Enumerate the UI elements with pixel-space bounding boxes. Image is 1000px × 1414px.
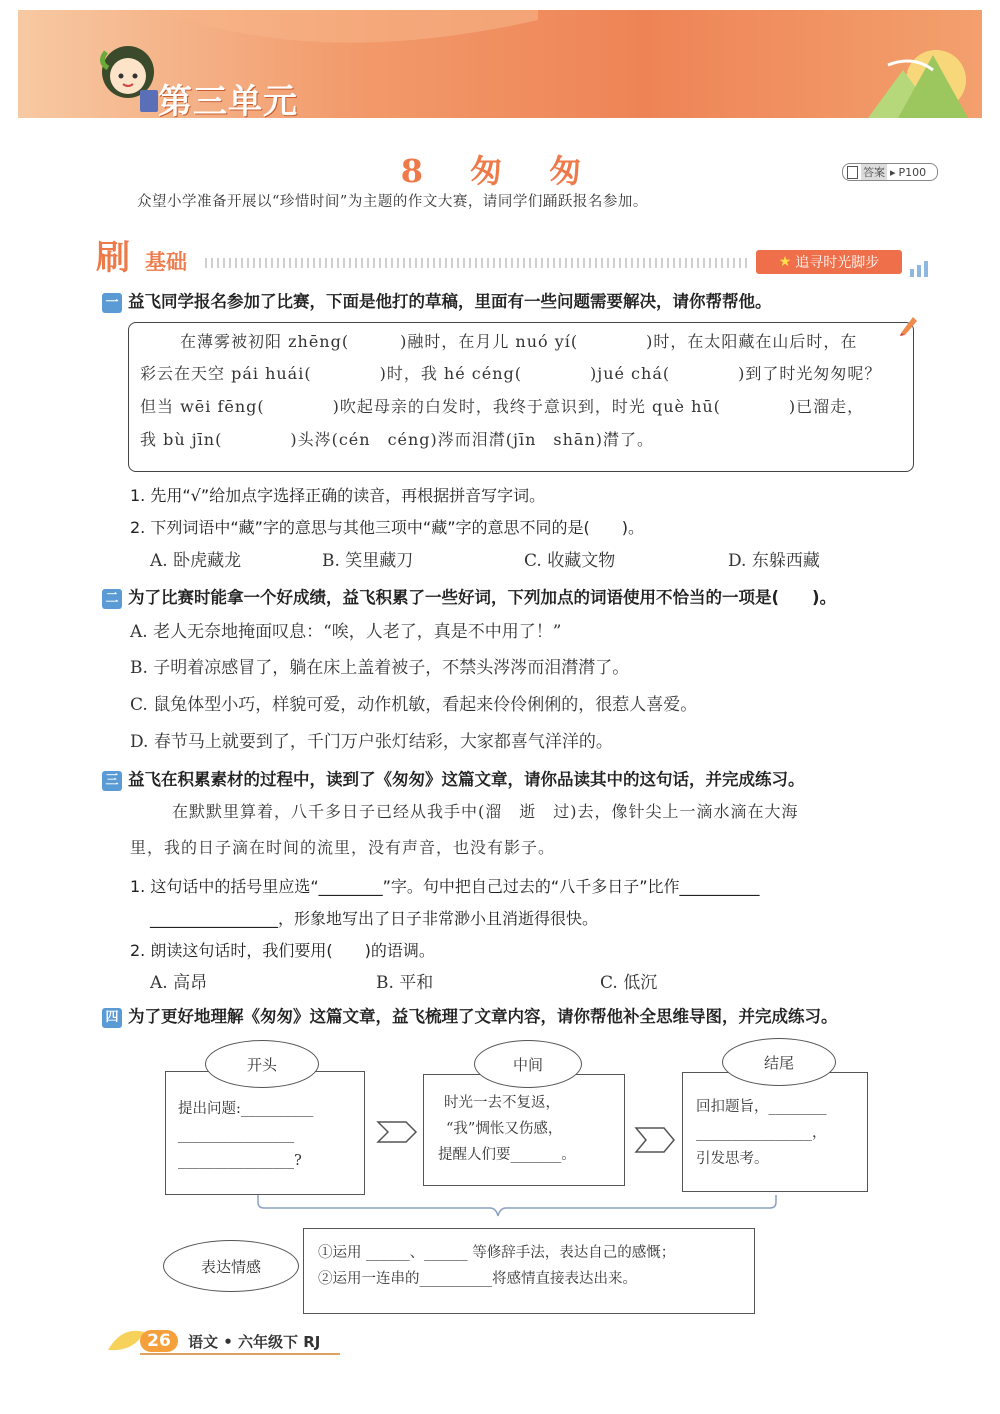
mindmap-express-oval: 表达情感 [163,1240,299,1292]
q1-heading [102,288,772,313]
mindmap-middle-line[interactable]: 提醒人们要_______。 [438,1147,576,1163]
unit-banner [18,10,982,122]
mindmap-end-line: 引发思考。 [696,1151,769,1167]
q3-sub1: 1. 这句话中的括号里应选“________”字。句中把自己过去的“八千多日子”比作__________ [130,877,760,896]
q1-sub2: 2. 下列词语中“藏”字的意思与其他三项中“藏”字的意思不同的是( )。 [130,518,644,537]
q1-passage-line: 我 bù jīn( )头涔(cén céng)涔而泪潸(jīn shān)潸了。 [140,430,655,449]
q2-number: 二 [102,589,122,609]
mindmap-end-oval: 结尾 [722,1038,836,1086]
q1-option-d[interactable]: D. 东躲西藏 [728,551,820,571]
q3-option-b[interactable]: B. 平和 [376,973,434,993]
q3-heading [102,766,805,791]
mindmap-end-line[interactable]: 回扣题旨，________ [696,1099,827,1115]
unit-title: 第三单元 [158,82,298,122]
q1-sub1: 1. 先用“√”给加点字选择正确的读音，再根据拼音写字词。 [130,486,546,505]
mindmap-start-line[interactable]: ________________? [178,1153,302,1169]
mindmap-start-oval: 开头 [205,1040,319,1088]
mindmap-middle-line: “我”惆怅又伤感， [446,1121,563,1137]
q4-number: 四 [102,1008,122,1028]
q3-passage-line: 里，我的日子滴在时间的流里，没有声音，也没有影子。 [130,838,556,857]
footer-underline [140,1353,340,1355]
q4-heading-text: 为了更好地理解《匆匆》这篇文章，益飞梳理了文章内容，请你帮他补全思维导图，并完成练习。 [128,1007,838,1026]
star-icon: ★ [778,254,792,270]
mindmap-middle-oval: 中间 [474,1040,582,1088]
cartoon-girl-icon [88,32,168,118]
q1-passage-line: 彩云在天空 pái huái( )时，我 hé céng( )jué chá( )到了时光匆匆呢？ [140,364,882,383]
footer-subject: 语文 • 六年级下 RJ [188,1333,321,1351]
pencil-icon [897,313,921,337]
q2-heading [102,584,836,609]
q1-option-c[interactable]: C. 收藏文物 [524,551,616,571]
section-tag-label: 追寻时光脚步 [795,255,880,271]
q3-option-a[interactable]: A. 高昂 [150,973,208,993]
section-divider [205,258,750,268]
q1-passage-line: 在薄雾被初阳 zhēng( )融时，在月儿 nuó yí( )时，在太阳藏在山后时，在 [180,332,858,351]
mindmap-middle-line: 时光一去不复返， [444,1095,560,1111]
answer-label: 答案 [863,166,885,179]
q1-option-a[interactable]: A. 卧虎藏龙 [150,551,242,571]
q2-heading-text: 为了比赛时能拿一个好成绩，益飞积累了一些好词，下列加点的词语使用不恰当的一项是( )。 [128,588,837,607]
section-label: 基础 [145,250,187,274]
answer-reference[interactable] [842,163,938,181]
document-icon [847,166,858,179]
page-number: 26 [140,1330,178,1352]
mindmap-express-line[interactable]: ①运用 ______、______ 等修辞手法，表达自己的感慨； [318,1245,676,1261]
q1-heading-text: 益飞同学报名参加了比赛，下面是他打的草稿，里面有一些问题需要解决，请你帮帮他。 [128,292,772,311]
section-tag [756,250,902,274]
q1-option-b[interactable]: B. 笑里藏刀 [322,551,414,571]
q2-option-b[interactable]: B. 子明着凉感冒了，躺在床上盖着被子，不禁头涔涔而泪潸潸了。 [130,658,630,678]
q3-number: 三 [102,771,122,791]
q3-sub1-cont: ________________，形象地写出了日子非常渺小且消逝得很快。 [150,909,599,928]
q1-number: 一 [102,293,122,313]
bars-decoration [910,258,931,277]
q3-passage-line: 在默默里算着，八千多日子已经从我手中(溜 逝 过)去，像针尖上一滴水滴在大海 [172,802,799,821]
q1-passage-line: 但当 wēi fēng( )吹起母亲的白发时，我终于意识到，时光 què hū( )已溜走， [140,397,865,416]
section-shua: 刷 [96,238,130,278]
answer-page: P100 [898,165,927,179]
intro-text: 众望小学准备开展以“珍惜时间”为主题的作文大赛，请同学们踊跃报名参加。 [137,194,648,210]
play-icon: ▸ [890,165,896,179]
q3-sub2: 2. 朗读这句话时，我们要用( )的语调。 [130,941,435,960]
mindmap-express-line[interactable]: ②运用一连串的__________将感情直接表达出来。 [318,1271,637,1287]
q2-option-d[interactable]: D. 春节马上就要到了，千门万户张灯结彩，大家都喜气洋洋的。 [130,732,613,752]
q2-option-c[interactable]: C. 鼠兔体型小巧，样貌可爱，动作机敏，看起来伶伶俐俐的，很惹人喜爱。 [130,695,698,715]
mindmap-start-line[interactable]: 提出问题:__________ [178,1101,314,1117]
q3-option-c[interactable]: C. 低沉 [600,973,658,993]
mindmap-end-line[interactable]: ________________， [696,1125,827,1141]
mindmap-start-line[interactable]: ________________ [178,1127,294,1143]
q2-option-a[interactable]: A. 老人无奈地掩面叹息：“唉，人老了，真是不中用了！” [130,622,562,642]
q4-heading [102,1003,838,1028]
lesson-title: 8 匆 匆 [400,152,600,190]
q3-heading-text: 益飞在积累素材的过程中，读到了《匆匆》这篇文章，请你品读其中的这句话，并完成练习。 [128,770,805,789]
